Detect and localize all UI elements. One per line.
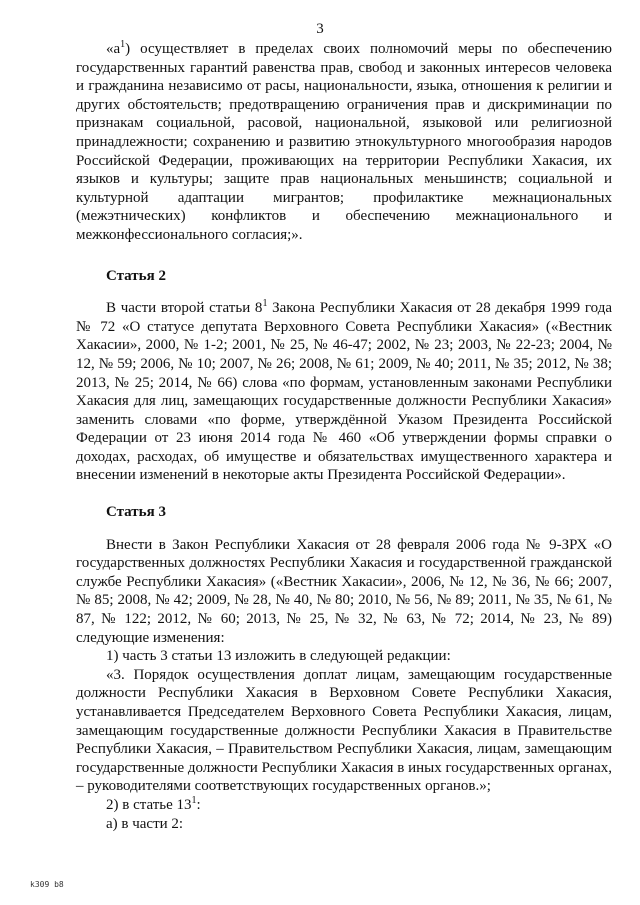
- article-3-item-1: 1) часть 3 статьи 13 изложить в следующей редакции:: [106, 648, 451, 665]
- article-3-quote: «3. Порядок осуществления доплат лицам, замещающим государственные должности Республики Хакасия в Верховном Совете Республики Хакасия, устанавливается Председателем Верховного Совета Республики Хакасия, лицам, замещающим государственные должности Республики Хакасия в Правительстве Республики Хакасия, – Правительством Республики Хакасия, лицам, замещающим государственные должности Республики Хакасия в иных государственных органах, – руководителями соответствующих государственных органов.»;: [76, 666, 612, 795]
- article-3-item-2-sup: 1: [191, 794, 197, 806]
- paragraph-a1-text: ) осуществляет в пределах своих полномочий меры по обеспечению государственных гарантий равенства прав, свобод и законных интересов человека и гражданина независимо от расы, национальности, языка, отношения к религии и других обстоятельств; предотвращению ограничения прав и дискриминации по признакам социальной, расовой, национальной, языковой или религиозной принадлежности; сохранению и развитию этнокультурного многообразия народов Российской Федерации, проживающих на территории Республики Хакасия, их языков и культуры; защите прав национальных меньшинств; социальной и культурной адаптации мигрантов; профилактике межнациональных (межэтнических) конфликтов и обеспечению межнационального и межконфессионального согласия;».: [76, 41, 612, 243]
- paragraph-a1: [76, 40, 612, 245]
- article-2-text-body: Закона Республики Хакасия от 28 декабря 1999 года № 72 «О статусе депутата Верховного Совета Республики Хакасия» («Вестник Хакасии», 2000, № 1-2; 2001, № 25, № 46-47; 2002, № 23; 2003, № 22-23; 2004, № 12, № 59; 2006, № 10; 2007, № 26; 2008, № 61; 2009, № 40; 2011, № 35; 2012, № 38; 2013, № 25; 2014, № 66) слова «по формам, установленным законами Республики Хакасия для лиц, замещающих государственные должности Республики Хакасия» заменить словами «по форме, утверждённой Указом Президента Российской Федерации от 23 июня 2014 года № 460 «Об утверждении формы справки о доходах, расходах, об имуществе и обязательствах имущественного характера и внесении изменений в некоторые акты Президента Российской Федерации».: [76, 300, 612, 484]
- article-3-item-2a: а) в части 2:: [106, 815, 184, 832]
- document-body: [76, 40, 612, 833]
- paragraph-a1-sup: 1: [120, 39, 126, 50]
- article-3-intro: Внести в Закон Республики Хакасия от 28 февраля 2006 года № 9-ЗРХ «О государственных должностях Республики Хакасия и государственной гражданской службе Республики Хакасия» («Вестник Хакасии», 2006, № 12, № 36, № 66; 2007, № 85; 2008, № 42; 2009, № 28, № 40, № 80; 2010, № 56, № 89; 2011, № 35, № 61, № 87, № 122; 2012, № 60; 2013, № 25, № 32, № 63, № 72; 2014, № 23, № 89) следующие изменения:: [76, 536, 612, 646]
- footer-code: k309 b8: [30, 880, 64, 889]
- article-2-heading: Статья 2: [106, 267, 166, 284]
- article-3-heading: Статья 3: [106, 504, 166, 521]
- article-3-item-2: [76, 796, 612, 815]
- article-3-item-2-rest: :: [196, 796, 201, 813]
- article-2-text-lead: В части второй статьи 8: [106, 300, 263, 317]
- article-2-text-sup: 1: [262, 298, 268, 310]
- page-number: 3: [316, 21, 324, 37]
- article-3-item-2-lead: 2) в статье 13: [106, 796, 192, 813]
- article-2-text: [76, 299, 612, 485]
- paragraph-a1-lead: «а: [106, 41, 121, 57]
